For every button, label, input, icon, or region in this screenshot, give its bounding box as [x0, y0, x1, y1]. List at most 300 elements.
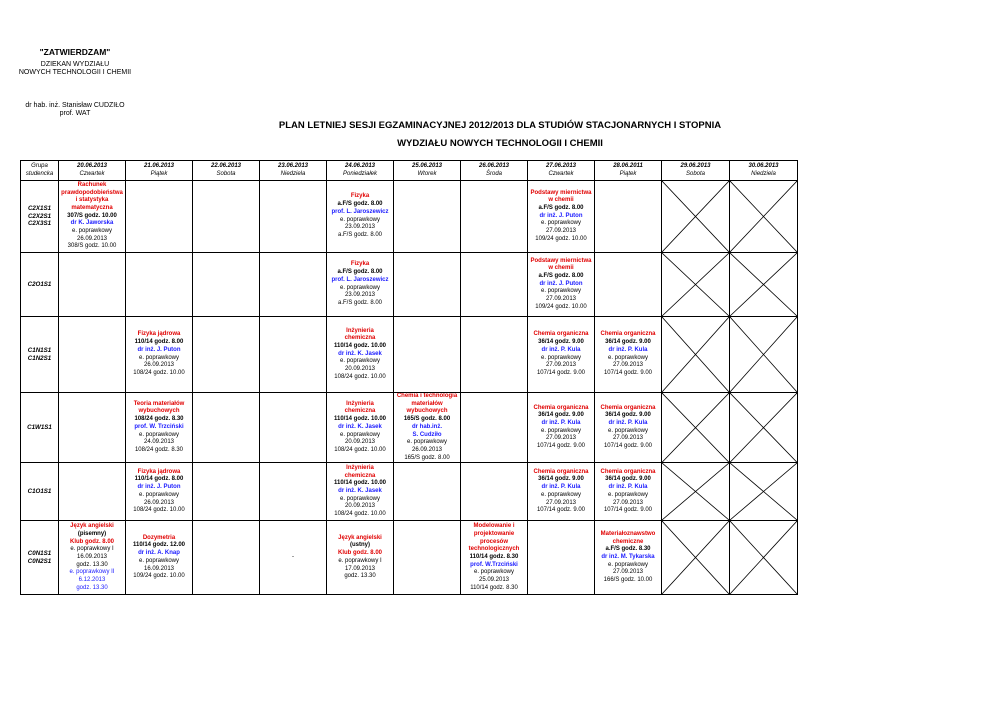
schedule-row: [21, 181, 798, 253]
cell-text-line: dr hab.inż.: [412, 423, 442, 430]
exam-cell: [126, 393, 193, 463]
cell-text-line: 16.09.2013: [143, 565, 175, 572]
exam-cell: [595, 317, 662, 393]
cell-text-line: e. poprawkowy II: [69, 569, 115, 576]
cell-text-line: Język angielski: [70, 523, 114, 530]
cell-text-line: 20.09.2013: [344, 366, 376, 373]
cell-text-line: C0N2S1: [27, 557, 52, 565]
exam-cell: [528, 181, 595, 253]
cell-text-line: dr inż. P. Kula: [541, 484, 581, 491]
cell-text-line: 27.09.2013: [612, 435, 644, 442]
cell-text-line: dr K. Jaworska: [70, 220, 114, 227]
cell-text-line: materiałów: [411, 400, 443, 407]
exam-cell: [595, 521, 662, 595]
cell-text-line: 36/14 godz. 9.00: [605, 339, 651, 346]
cell-text-line: e. poprawkowy: [607, 427, 649, 434]
cell-text-line: dr inż. J. Puton: [539, 280, 583, 287]
cell-text-line: dr inż. P. Kula: [541, 419, 581, 426]
crossed-out-cell: [662, 253, 730, 317]
exam-cell: [327, 463, 394, 521]
cell-text-line: 36/14 godz. 9.00: [538, 476, 584, 483]
cell-text-line: 110/14 godz. 8.00: [134, 339, 184, 346]
cell-text-line: a.F/S godz. 8.00: [337, 269, 383, 276]
cell-text-line: dr inż. J. Puton: [539, 212, 583, 219]
cross-mark-icon: [730, 393, 797, 462]
cell-text-line: prof. W.Trzciński: [470, 561, 518, 568]
group-cell: [21, 253, 59, 317]
cell-text-line: 27.09.2013: [612, 569, 644, 576]
exam-cell: [528, 317, 595, 393]
exam-cell: [327, 393, 394, 463]
cell-text-line: Klub godz. 8.00: [69, 538, 114, 545]
exam-cell: [59, 317, 126, 393]
exam-cell: [394, 253, 461, 317]
cell-text-line: 107/14 godz. 9.00: [536, 507, 586, 514]
cell-text-line: 108/24 godz. 10.00: [133, 507, 185, 514]
crossed-out-cell: [730, 253, 798, 317]
cross-mark-icon: [730, 253, 797, 316]
exam-cell: [126, 463, 193, 521]
crossed-out-cell: [730, 463, 798, 521]
cell-text-line: Niedziela: [280, 170, 306, 177]
exam-cell: [59, 253, 126, 317]
cell-text-line: chemiczna: [344, 472, 376, 479]
cross-mark-icon: [662, 253, 729, 316]
exam-cell: [126, 317, 193, 393]
dean-title-line-2: NOWYCH TECHNOLOGII I CHEMII: [18, 69, 132, 76]
cell-text-line: Wtorek: [417, 170, 437, 177]
cell-text-line: C1N1S1: [27, 346, 52, 354]
exam-cell: [595, 253, 662, 317]
cell-text-line: 108/24 godz. 10.00: [133, 369, 185, 376]
cell-text-line: e. poprawkowy: [138, 431, 180, 438]
cell-text-line: 110/14 godz. 8.30: [469, 553, 519, 560]
exam-cell: [528, 253, 595, 317]
cell-text-line: e. poprawkowy: [406, 439, 448, 446]
cell-text-line: 110/14 godz. 8.30: [470, 584, 518, 591]
exam-cell: [327, 181, 394, 253]
cell-text-line: a.F/S godz. 8.00: [538, 204, 584, 211]
cell-text-line: e. poprawkowy: [607, 354, 649, 361]
cell-text-line: i statystyka: [75, 197, 109, 204]
cell-text-line: dr inż. A. Knap: [138, 550, 180, 557]
cell-text-line: 166/S godz. 10.00: [603, 577, 653, 584]
cell-text-line: 26.09.2013: [143, 362, 175, 369]
exam-cell: [193, 181, 260, 253]
cell-text-line: C1N2S1: [27, 354, 52, 362]
cell-text-line: 27.06.2013: [545, 162, 577, 169]
cell-text-line: Czwartek: [79, 170, 105, 177]
cell-text-line: chemiczna: [344, 408, 376, 415]
cell-text-line: Fizyka jądrowa: [137, 468, 181, 475]
cell-text-line: 107/14 godz. 9.00: [603, 369, 653, 376]
cell-text-line: C1W1S1: [27, 423, 52, 431]
group-cell: [21, 181, 59, 253]
cell-text-line: Modelowanie i: [473, 523, 515, 530]
cell-text-line: 36/14 godz. 9.00: [538, 412, 584, 419]
cell-text-line: e. poprawkowy: [339, 431, 381, 438]
crossed-out-cell: [730, 393, 798, 463]
schedule-row: [21, 393, 798, 463]
cell-text-line: C2O1S1: [27, 280, 52, 288]
cross-mark-icon: [730, 317, 797, 392]
cell-text-line: Chemia i technologia: [396, 393, 458, 399]
group-cell: [21, 463, 59, 521]
cell-text-line: dr inż. P. Kula: [608, 346, 648, 353]
cell-text-line: e. poprawkowy: [540, 354, 582, 361]
document-title: PLAN LETNIEJ SESJI EGZAMINACYJNEJ 2012/2013 DLA STUDIÓW STACJONARNYCH I STOPNIA: [278, 120, 722, 131]
cell-text-line: 27.09.2013: [545, 296, 577, 303]
exam-cell: [394, 393, 461, 463]
exam-cell: [59, 393, 126, 463]
cell-text-line: prof. W. Trzciński: [134, 423, 184, 430]
cell-text-line: Rachunek: [77, 181, 107, 188]
cell-text-line: 108/24 godz. 10.00: [334, 373, 386, 380]
cell-text-line: 26.09.2013: [411, 446, 443, 453]
cell-text-line: Poniedziałek: [342, 170, 378, 177]
exam-cell: [193, 393, 260, 463]
cell-text-line: C1O1S1: [27, 487, 52, 495]
exam-cell: [327, 521, 394, 595]
cell-text-line: e. poprawkowy: [540, 491, 582, 498]
cell-text-line: 20.09.2013: [344, 439, 376, 446]
cell-text-line: 110/14 godz. 8.00: [134, 476, 184, 483]
cell-text-line: a.F/S godz. 8.00: [337, 231, 383, 238]
exam-cell: [126, 181, 193, 253]
cell-text-line: godz. 13.30: [344, 573, 376, 580]
date-header-cell: [126, 161, 193, 181]
cell-text-line: e. poprawkowy: [540, 427, 582, 434]
cell-text-line: w chemii: [548, 265, 574, 272]
cell-text-line: 20.06.2013: [76, 162, 108, 169]
cell-text-line: Czwartek: [548, 170, 574, 177]
crossed-out-cell: [662, 463, 730, 521]
cell-text-line: Klub godz. 8.00: [337, 550, 382, 557]
cell-text-line: 308/S godz. 10.00: [67, 243, 117, 250]
cell-text-line: Chemia organiczna: [533, 468, 589, 475]
cell-text-line: Chemia organiczna: [600, 468, 656, 475]
cell-text-line: a.F/S godz. 8.30: [605, 546, 651, 553]
cell-text-line: 109/24 godz. 10.00: [133, 573, 185, 580]
cell-text-line: e. poprawkowy: [540, 288, 582, 295]
cell-text-line: Fizyka jądrowa: [137, 331, 181, 338]
cell-text-line: dr inż. K. Jasek: [338, 487, 382, 494]
cell-text-line: 27.09.2013: [545, 435, 577, 442]
schedule-row: [21, 463, 798, 521]
cell-text-line: Chemia organiczna: [600, 331, 656, 338]
cell-text-line: 29.06.2013: [680, 162, 711, 169]
cell-text-line: Chemia organiczna: [533, 331, 589, 338]
cell-text-line: C2X1S1: [27, 204, 52, 212]
cell-text-line: dr inż. J. Puton: [137, 484, 181, 491]
exam-cell: [461, 521, 528, 595]
cell-text-line: Piątek: [150, 170, 168, 177]
cell-text-line: e. poprawkowy: [138, 557, 180, 564]
cell-text-line: 27.09.2013: [545, 228, 577, 235]
cell-text-line: 27.09.2013: [545, 362, 577, 369]
cross-mark-icon: [662, 521, 729, 594]
date-header-cell: [327, 161, 394, 181]
cell-text-line: 21.06.2013: [143, 162, 175, 169]
cell-text-line: 17.09.2013: [344, 565, 376, 572]
exam-cell: [126, 253, 193, 317]
cell-text-line: studencka: [25, 170, 54, 177]
exam-cell: [595, 181, 662, 253]
cell-text-line: 26.06.2013: [478, 162, 510, 169]
cell-text-line: 109/24 godz. 10.00: [535, 235, 587, 242]
crossed-out-cell: [662, 521, 730, 595]
cell-text-line: prof. L. Jaroszewicz: [331, 276, 389, 283]
exam-schedule-table: [20, 160, 798, 595]
cell-text-line: prawdopodobieństwa: [61, 189, 123, 196]
exam-cell: [59, 463, 126, 521]
cell-text-line: e. poprawkowy: [473, 569, 515, 576]
cell-text-line: Sobota: [216, 170, 236, 177]
cell-text-line: e. poprawkowy: [339, 358, 381, 365]
header-row: [21, 161, 798, 181]
exam-cell: [394, 317, 461, 393]
exam-cell: [461, 463, 528, 521]
cell-text-line: 26.09.2013: [76, 235, 108, 242]
document-subtitle: WYDZIAŁU NOWYCH TECHNOLOGII I CHEMII: [397, 138, 603, 149]
cell-text-line: Inżynieria: [346, 327, 374, 334]
cell-text-line: 22.06.2013: [210, 162, 242, 169]
cell-text-line: 107/14 godz. 9.00: [536, 369, 586, 376]
cell-text-line: Środa: [485, 170, 502, 177]
exam-cell: [260, 463, 327, 521]
group-cell: [21, 393, 59, 463]
exam-cell: [260, 317, 327, 393]
cell-text-line: 165/S godz. 8.00: [404, 454, 450, 461]
cell-text-line: Chemia organiczna: [533, 404, 589, 411]
cell-text-line: 110/14 godz. 10.00: [333, 416, 387, 423]
cell-text-line: 110/14 godz. 10.00: [333, 342, 387, 349]
cell-text-line: e. poprawkowy: [339, 495, 381, 502]
exam-cell: [193, 463, 260, 521]
cell-text-line: Materiałoznawstwo: [600, 530, 656, 537]
cell-text-line: Chemia organiczna: [600, 404, 656, 411]
cell-text-line: -: [292, 553, 294, 560]
cell-text-line: Fizyka: [350, 261, 370, 268]
cell-text-line: e. poprawkowy: [540, 220, 582, 227]
cell-text-line: 20.09.2013: [344, 503, 376, 510]
cross-mark-icon: [662, 317, 729, 392]
cell-text-line: dr inż. K. Jasek: [338, 423, 382, 430]
cell-text-line: dr inż. J. Puton: [137, 346, 181, 353]
cell-text-line: a.F/S godz. 8.00: [337, 201, 383, 208]
cell-text-line: 28.06.2011: [613, 162, 643, 169]
exam-cell: [595, 393, 662, 463]
exam-cell: [461, 181, 528, 253]
crossed-out-cell: [730, 521, 798, 595]
cell-text-line: 108/24 godz. 8.30: [134, 416, 184, 423]
cell-text-line: 23.09.2013: [344, 224, 376, 231]
cell-text-line: e. poprawkowy I: [338, 557, 382, 564]
cell-text-line: (pisemny): [77, 530, 107, 537]
cell-text-line: e. poprawkowy: [607, 491, 649, 498]
exam-cell: [394, 181, 461, 253]
exam-cell: [260, 253, 327, 317]
cell-text-line: e. poprawkowy: [138, 491, 180, 498]
date-header-cell: [193, 161, 260, 181]
cell-text-line: Dozymetria: [142, 534, 176, 541]
cell-text-line: 307/S godz. 10.00: [67, 212, 117, 219]
cell-text-line: 26.09.2013: [143, 499, 175, 506]
cell-text-line: Fizyka: [350, 193, 370, 200]
group-cell: [21, 521, 59, 595]
exam-cell: [260, 521, 327, 595]
cell-text-line: 23.06.2013: [277, 162, 309, 169]
cross-mark-icon: [730, 181, 797, 252]
group-header-cell: [21, 161, 59, 181]
cell-text-line: Inżynieria: [346, 400, 374, 407]
cell-text-line: 25.06.2013: [411, 162, 443, 169]
dean-title-line-1: DZIEKAN WYDZIAŁU: [40, 61, 110, 68]
cell-text-line: 27.09.2013: [612, 362, 644, 369]
exam-cell: [394, 521, 461, 595]
cell-text-line: godz. 13.30: [76, 584, 108, 591]
exam-cell: [461, 317, 528, 393]
schedule-row: [21, 253, 798, 317]
cell-text-line: 36/14 godz. 9.00: [605, 476, 651, 483]
exam-cell: [59, 521, 126, 595]
cell-text-line: 23.09.2013: [344, 292, 376, 299]
crossed-out-cell: [662, 181, 730, 253]
cell-text-line: Piątek: [619, 170, 637, 177]
cell-text-line: 108/24 godz. 10.00: [334, 511, 386, 518]
exam-cell: [126, 521, 193, 595]
cell-text-line: e. poprawkowy: [71, 228, 113, 235]
cell-text-line: e. poprawkowy: [339, 284, 381, 291]
date-header-cell: [528, 161, 595, 181]
exam-cell: [394, 463, 461, 521]
cell-text-line: e. poprawkowy: [607, 561, 649, 568]
cell-text-line: 108/24 godz. 8.30: [134, 446, 184, 453]
cell-text-line: 165/S godz. 8.00: [403, 416, 451, 423]
cell-text-line: e. poprawkowy I: [70, 546, 114, 553]
signer-title: prof. WAT: [59, 110, 91, 117]
cell-text-line: chemiczne: [612, 538, 644, 545]
cell-text-line: 110/14 godz. 12.00: [132, 542, 186, 549]
signer-name: dr hab. inż. Stanisław CUDZIŁO: [25, 102, 125, 109]
cell-text-line: 27.09.2013: [612, 499, 644, 506]
cell-text-line: Teoria materiałów: [133, 400, 185, 407]
exam-cell: [528, 463, 595, 521]
cell-text-line: (ustny): [350, 542, 370, 549]
cell-text-line: C2X2S1: [27, 212, 52, 220]
cell-text-line: 109/24 godz. 10.00: [535, 303, 587, 310]
cell-text-line: Podstawy miernictwa: [530, 257, 592, 264]
cell-text-line: Niedziela: [751, 170, 776, 177]
cell-text-line: e. poprawkowy: [339, 216, 381, 223]
cell-text-line: 25.09.2013: [478, 577, 510, 584]
exam-cell: [528, 393, 595, 463]
cell-text-line: technologicznych: [468, 546, 520, 553]
date-header-cell: [662, 161, 730, 181]
cell-text-line: wybuchowych: [406, 408, 448, 415]
exam-cell: [461, 393, 528, 463]
date-header-cell: [595, 161, 662, 181]
cell-text-line: S. Cudziło: [412, 431, 442, 438]
cell-text-line: 36/14 godz. 9.00: [605, 412, 651, 419]
crossed-out-cell: [730, 317, 798, 393]
cell-text-line: wybuchowych: [138, 408, 180, 415]
cell-text-line: Podstawy miernictwa: [530, 189, 592, 196]
schedule-row: [21, 317, 798, 393]
cell-text-line: 107/14 godz. 9.00: [536, 443, 586, 450]
exam-cell: [193, 317, 260, 393]
cell-text-line: 16.09.2013: [76, 553, 108, 560]
cell-text-line: Grupa: [31, 162, 48, 169]
crossed-out-cell: [730, 181, 798, 253]
cross-mark-icon: [662, 463, 729, 520]
cell-text-line: 107/14 godz. 9.00: [603, 507, 653, 514]
cross-mark-icon: [730, 463, 797, 520]
cell-text-line: w chemii: [548, 197, 574, 204]
cell-text-line: dr inż. K. Jasek: [338, 350, 382, 357]
exam-cell: [260, 181, 327, 253]
cross-mark-icon: [730, 521, 797, 594]
cell-text-line: 30.06.2013: [748, 162, 779, 169]
exam-cell: [528, 521, 595, 595]
cell-text-line: e. poprawkowy: [138, 354, 180, 361]
cell-text-line: C0N1S1: [27, 550, 52, 558]
cell-text-line: dr inż. P. Kula: [608, 484, 648, 491]
cross-mark-icon: [662, 181, 729, 252]
approval-heading: "ZATWIERDZAM": [39, 47, 111, 57]
cell-text-line: a.F/S godz. 8.00: [337, 299, 383, 306]
exam-cell: [193, 253, 260, 317]
cell-text-line: 6.12.2013: [78, 577, 106, 584]
cell-text-line: 24.09.2013: [143, 439, 175, 446]
date-header-cell: [394, 161, 461, 181]
cell-text-line: 107/14 godz. 9.00: [603, 443, 653, 450]
schedule-row: [21, 521, 798, 595]
cell-text-line: 27.09.2013: [545, 499, 577, 506]
cell-text-line: 24.06.2013: [344, 162, 376, 169]
exam-cell: [59, 181, 126, 253]
exam-cell: [193, 521, 260, 595]
cell-text-line: C2X3S1: [27, 220, 52, 228]
cross-mark-icon: [662, 393, 729, 462]
cell-text-line: chemiczna: [344, 335, 376, 342]
cell-text-line: Język angielski: [338, 534, 382, 541]
group-cell: [21, 317, 59, 393]
cell-text-line: 110/14 godz. 10.00: [333, 480, 387, 487]
date-header-cell: [260, 161, 327, 181]
exam-cell: [260, 393, 327, 463]
exam-cell: [595, 463, 662, 521]
cell-text-line: 36/14 godz. 9.00: [538, 339, 584, 346]
cell-text-line: a.F/S godz. 8.00: [538, 272, 584, 279]
cell-text-line: dr inż. M. Tykarska: [601, 553, 655, 560]
date-header-cell: [461, 161, 528, 181]
cell-text-line: godz. 13.30: [76, 561, 108, 568]
date-header-cell: [730, 161, 798, 181]
cell-text-line: procesów: [479, 538, 508, 545]
cell-text-line: Inżynieria: [346, 464, 374, 471]
cell-text-line: Sobota: [685, 170, 706, 177]
cell-text-line: dr inż. P. Kula: [541, 346, 581, 353]
exam-cell: [327, 317, 394, 393]
cell-text-line: prof. L. Jaroszewicz: [331, 208, 389, 215]
date-header-cell: [59, 161, 126, 181]
exam-cell: [327, 253, 394, 317]
cell-text-line: matematyczna: [71, 204, 113, 211]
cell-text-line: projektowanie: [473, 530, 515, 537]
cell-text-line: dr inż. P. Kula: [608, 419, 648, 426]
exam-cell: [461, 253, 528, 317]
